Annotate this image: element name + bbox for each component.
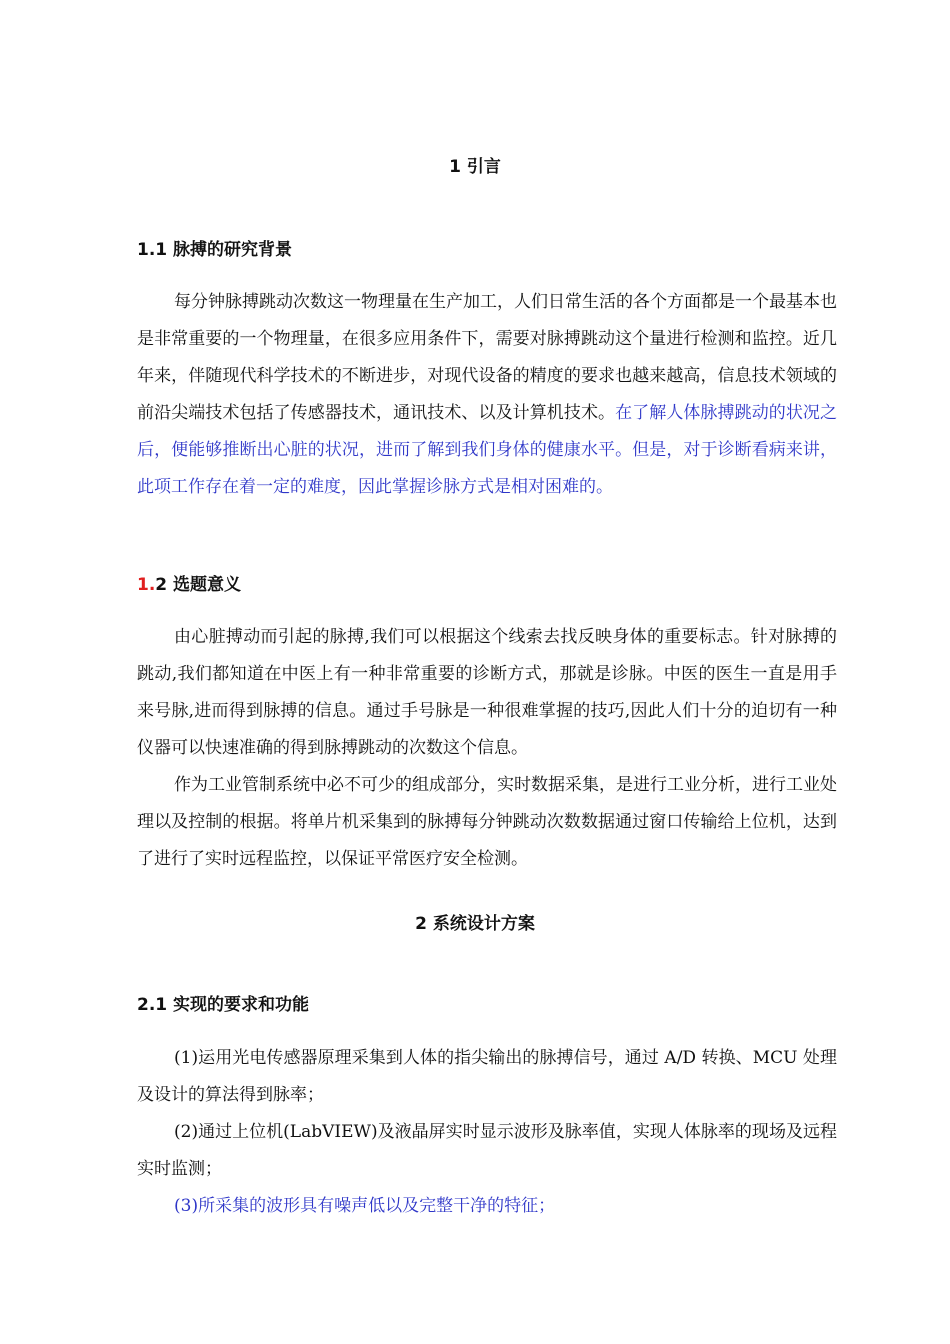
requirement-item-2: (2)通过上位机(LabVIEW)及液晶屏实时显示波形及脉率值，实现人体脉率的现场及远程实时监测； — [137, 1122, 837, 1179]
requirement-item-3: (3)所采集的波形具有噪声低以及完整干净的特征； — [174, 1196, 556, 1216]
chapter-1-title: 1 引言 — [449, 157, 501, 177]
section-1-2-title — [137, 570, 241, 595]
section-number-red: 1. — [137, 575, 156, 595]
requirement-item-1: (1)运用光电传感器原理采集到人体的指尖输出的脉搏信号，通过 A/D 转换、MCU 处理及设计的算法得到脉率； — [137, 1048, 837, 1105]
section-1-1-title: 1.1 脉搏的研究背景 — [137, 240, 293, 260]
chapter-2-title: 2 系统设计方案 — [415, 914, 535, 934]
section-1-1-paragraph — [137, 284, 837, 506]
section-2-1-title: 2.1 实现的要求和功能 — [137, 995, 310, 1015]
highlighted-text: 在了解人体脉搏跳动的状况之后，便能够推断出心脏的状况，进而了解到我们身体的健康水平。但是，对于诊断看病来讲，此项工作存在着一定的难度，因此掌握诊脉方式是相对困难的。 — [137, 403, 838, 497]
paragraph-text: 每分钟脉搏跳动次数这一物理量在生产加工，人们日常生活的各个方面都是一个最基本也是非常重要的一个物理量，在很多应用条件下，需要对脉搏跳动这个量进行检测和监控。近几年来，伴随现代科学技术的不断进步，对现代设备的精度的要求也越来越高，信息技术领域的前沿尖端技术包括了传感器技术，通讯技术、以及计算机技术。 — [137, 292, 837, 423]
section-1-2-paragraph-1: 由心脏搏动而引起的脉搏,我们可以根据这个线索去找反映身体的重要标志。针对脉搏的跳动,我们都知道在中医上有一种非常重要的诊断方式，那就是诊脉。中医的医生一直是用手来号脉,进而得到脉搏的信息。通过手号脉是一种很难掌握的技巧,因此人们十分的迫切有一种仪器可以快速准确的得到脉搏跳动的次数这个信息。 — [137, 627, 837, 758]
section-title-rest: 2 选题意义 — [155, 575, 242, 595]
section-1-2-paragraph-2: 作为工业管制系统中必不可少的组成部分，实时数据采集，是进行工业分析，进行工业处理以及控制的根据。将单片机采集到的脉搏每分钟跳动次数数据通过窗口传输给上位机，达到了进行了实时远程监控，以保证平常医疗安全检测。 — [137, 775, 837, 869]
